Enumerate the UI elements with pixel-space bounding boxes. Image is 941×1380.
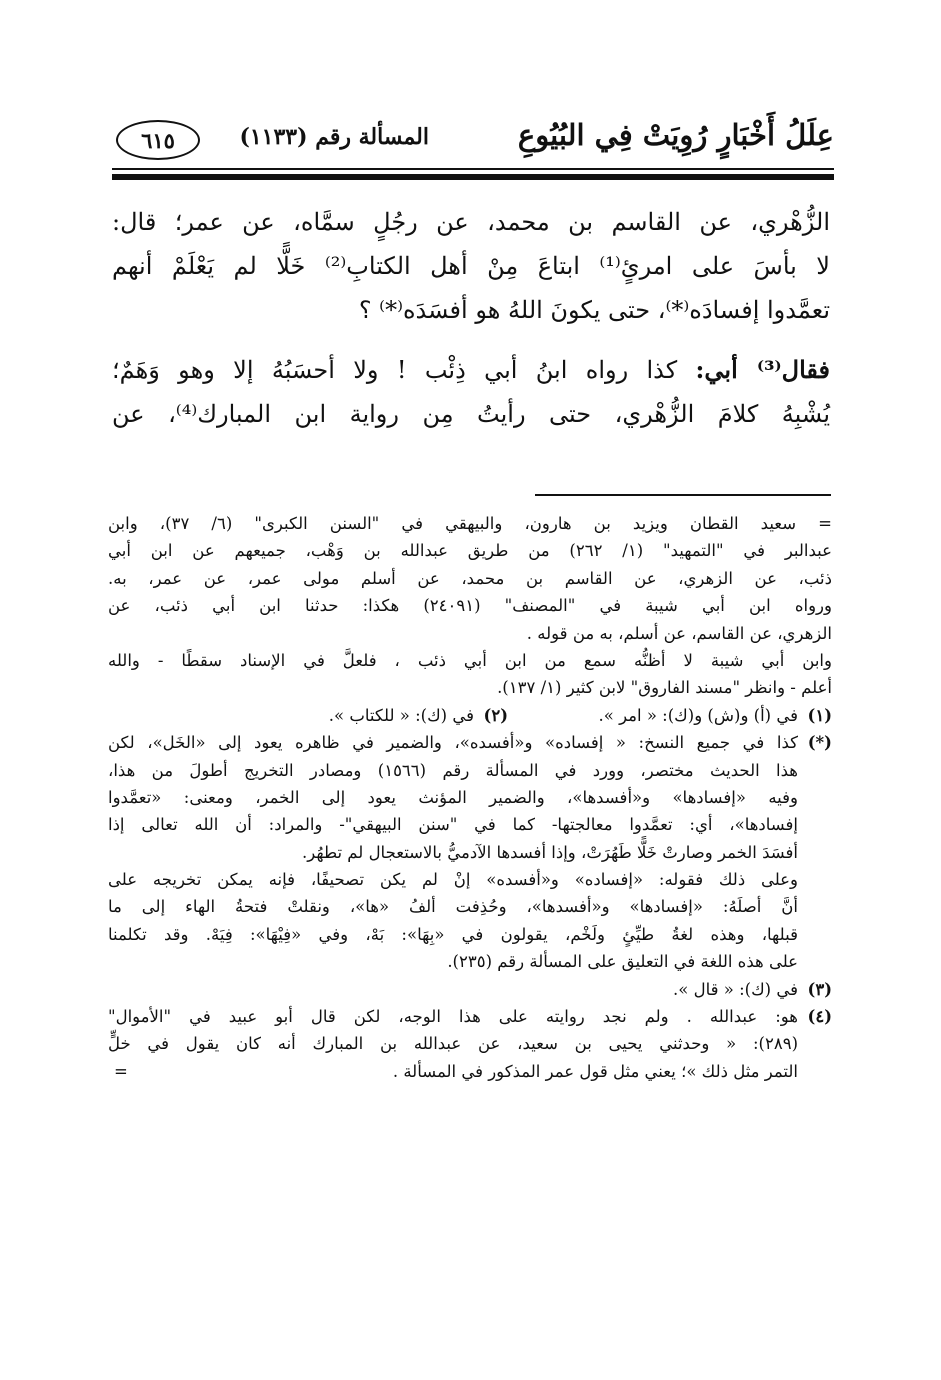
text-line: الزُّهْري، عن القاسم بن محمد، عن رجُلٍ سمَّاه، عن عمر؛ قال:: [112, 208, 830, 236]
footnote-line: الزهري، عن القاسم، عن أسلم، به من قوله .: [526, 623, 832, 643]
footnote-text: التمر مثل ذلك »؛ يعني مثل قول عمر المذكور في المسألة .: [392, 1061, 798, 1081]
footnote-number: (٤): [807, 1007, 832, 1027]
footnote-line: إفسادها»، أي: تعمَّدوا معالجتها- كما في "سنن البيهقي"- والمراد: أن الله تعالى إذا: [108, 815, 798, 835]
continued-mark: =: [114, 1061, 128, 1081]
footnote-text: في (ك): « للكتاب ».: [328, 705, 474, 725]
footnote-separator: [535, 494, 831, 496]
footnote-text: في (أ) و(ش) و(ك): « امر ».: [598, 705, 798, 725]
footnote-text: كذا في جميع النسخ: « إفساده» و«أفسده»، والضمير في ظاهره يعود إلى «الخَل»، لكن: [108, 733, 798, 753]
text-line: تعمَّدوا إفسادَه⁽*⁾، حتى يكونَ اللهُ هو أفسَدَه⁽*⁾ ؟: [358, 296, 830, 324]
running-header: [112, 118, 834, 168]
footnote-line: عبدالبر في "التمهيد" (١/ ٢٦٢) من طريق عبدالله بن وَهْب، جميعهم عن ابن أبي: [108, 541, 832, 561]
text-line: [112, 348, 830, 392]
footnote-1-2: [108, 702, 832, 729]
footnote-line: قبلها، وهذه لغةُ طيِّئٍ ولَخْم، يقولون في «بِهَا»: بَهْ، وفي «فِيْهَا»: فِيَهْ. وقد تكلمنا: [108, 924, 798, 944]
header-rule-thick: [112, 174, 834, 180]
footnote-line: وعلى ذلك فقوله: «إفساده» و«أفسده» إنْ لم يكن تصحيفًا، فإنه يمكن تخريجه على: [108, 870, 798, 890]
footnote-text: هو: عبدالله . ولم نجد روايته على هذا الوجه، لكن قال أبو عبيد في "الأموال": [108, 1007, 798, 1027]
footnote-line: ورواه ابن أبي شيبة في "المصنف" (٢٤٠٩١) هكذا: حدثنا ابن أبي ذئب، عن: [108, 596, 832, 616]
footnote-line: [108, 1058, 832, 1085]
footnote-text: في (ك): « قال ».: [673, 979, 798, 999]
speaker-label: فقال⁽³⁾ أبي:: [695, 355, 831, 384]
footnote-line: أفسَدَ الخمر وصارتْ خَلًّا طَهُرَتْ، وإذا أفسدها الآدميُّ بالاستعجال لم تطهُر.: [301, 842, 798, 862]
footnote-line: = سعيد القطان ويزيد بن هارون، والبيهقي في "السنن الكبرى" (٦/ ٣٧)، وابن: [108, 514, 833, 533]
book-title: عِلَلُ أَخْبَارٍ رُوِيَتْ فِي البُيُوعِ: [517, 118, 834, 152]
footnote-line: (٢٨٩): « وحدثني يحيى بن سعيد، عن عبدالله بن المبارك أنه كان يقول في خلٍّ: [108, 1034, 798, 1054]
footnote-star: [108, 729, 832, 756]
issue-number: المسألة رقم (١١٣٣): [239, 124, 429, 150]
footnote-number: (*): [807, 733, 832, 753]
text-span: كذا رواه ابنُ أبي ذِئْب ! ولا أحسَبُهُ إلا وهو وَهَمٌ؛: [112, 356, 696, 384]
header-rule-thin: [112, 168, 834, 170]
footnote-line: ذئب، عن الزهري، عن القاسم بن محمد، عن أسلم مولى عمر، عن عمر، به.: [108, 568, 832, 588]
footnote-line: على هذه اللغة في التعليق على المسألة رقم (٢٣٥).: [447, 952, 798, 972]
footnote-line: هذا الحديث مختصر، وورد في المسألة رقم (١٥٦٦) ومصادر التخريج أطولَ من هذا،: [108, 760, 798, 780]
text-line: لا بأسَ على امرئٍ⁽¹⁾ ابتاعَ مِنْ أهل الكتابِ⁽²⁾ خَلًّا لم يَعْلَمْ أنهم: [112, 252, 830, 280]
footnote-3: [108, 976, 832, 1003]
footnotes: [108, 510, 832, 1085]
footnote-4: [108, 1003, 832, 1030]
footnote-line: أنَّ أصلَهُ: «إفسادها» و«أفسدها»، وحُذِفت ألفُ «ها»، ونقلتْ فتحةُ الهاء إلى ما: [108, 897, 798, 917]
text-line: يُشْبِهُ كلامَ الزُّهْري، حتى رأيتُ مِن رواية ابن المبارك⁽⁴⁾، عن: [112, 400, 831, 428]
page-number: ٦١٥: [116, 120, 200, 160]
footnote-number: (٢): [483, 705, 508, 725]
footnote-line: أعلم - وانظر "مسند الفاروق" لابن كثير (١/ ١٣٧).: [497, 678, 832, 698]
footnote-line: وابن أبي شيبة لا أظنُّه سمع من ابن أبي ذئب ، فلعلَّ في الإسناد سقطًا - والله: [108, 650, 832, 670]
footnote-number: (٣): [807, 979, 832, 999]
footnote-line: وفيه «إفسادها» و«أفسدها»، والضمير المؤنث يعود إلى الخمر، ومعنى: «تعمَّدوا: [108, 787, 798, 807]
footnote-number: (١): [807, 705, 832, 725]
main-text: [112, 200, 830, 436]
